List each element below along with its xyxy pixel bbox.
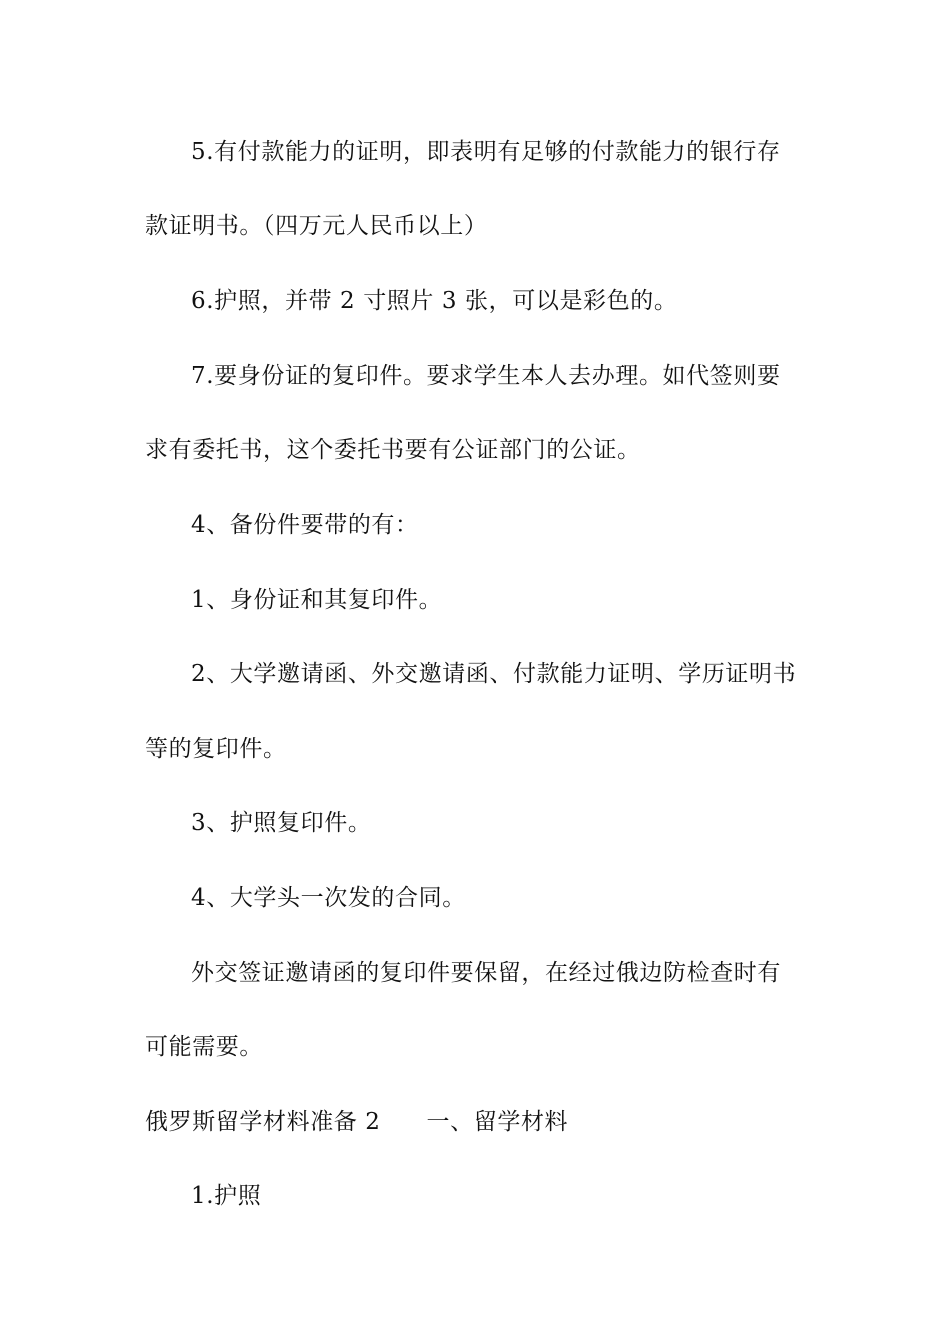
paragraph-line: 4、备份件要带的有： [191,512,419,538]
paragraph-line: 7.要身份证的复印件。要求学生本人去办理。如代签则要 [191,363,781,389]
paragraph-line: 1.护照 [191,1183,262,1209]
section-heading [145,1107,568,1137]
paragraph-line: 求有委托书，这个委托书要有公证部门的公证。 [145,437,641,463]
section-heading-title: 俄罗斯留学材料准备 2 [145,1109,381,1135]
paragraph-line: 等的复印件。 [145,736,287,762]
paragraph-line: 4、大学头一次发的合同。 [191,885,466,911]
paragraph-line: 3、护照复印件。 [191,810,372,836]
paragraph-line: 款证明书。（四万元人民币以上） [145,213,488,239]
paragraph-line: 1、身份证和其复印件。 [191,587,443,613]
section-heading-subtitle: 一、留学材料 [426,1109,569,1135]
paragraph-line: 5.有付款能力的证明，即表明有足够的付款能力的银行存 [191,139,781,165]
paragraph-line: 外交签证邀请函的复印件要保留，在经过俄边防检查时有 [191,960,781,986]
paragraph-line: 可能需要。 [145,1034,263,1060]
paragraph-line: 2、大学邀请函、外交邀请函、付款能力证明、学历证明书 [191,661,797,687]
paragraph-line: 6.护照，并带 2 寸照片 3 张，可以是彩色的。 [191,288,678,314]
